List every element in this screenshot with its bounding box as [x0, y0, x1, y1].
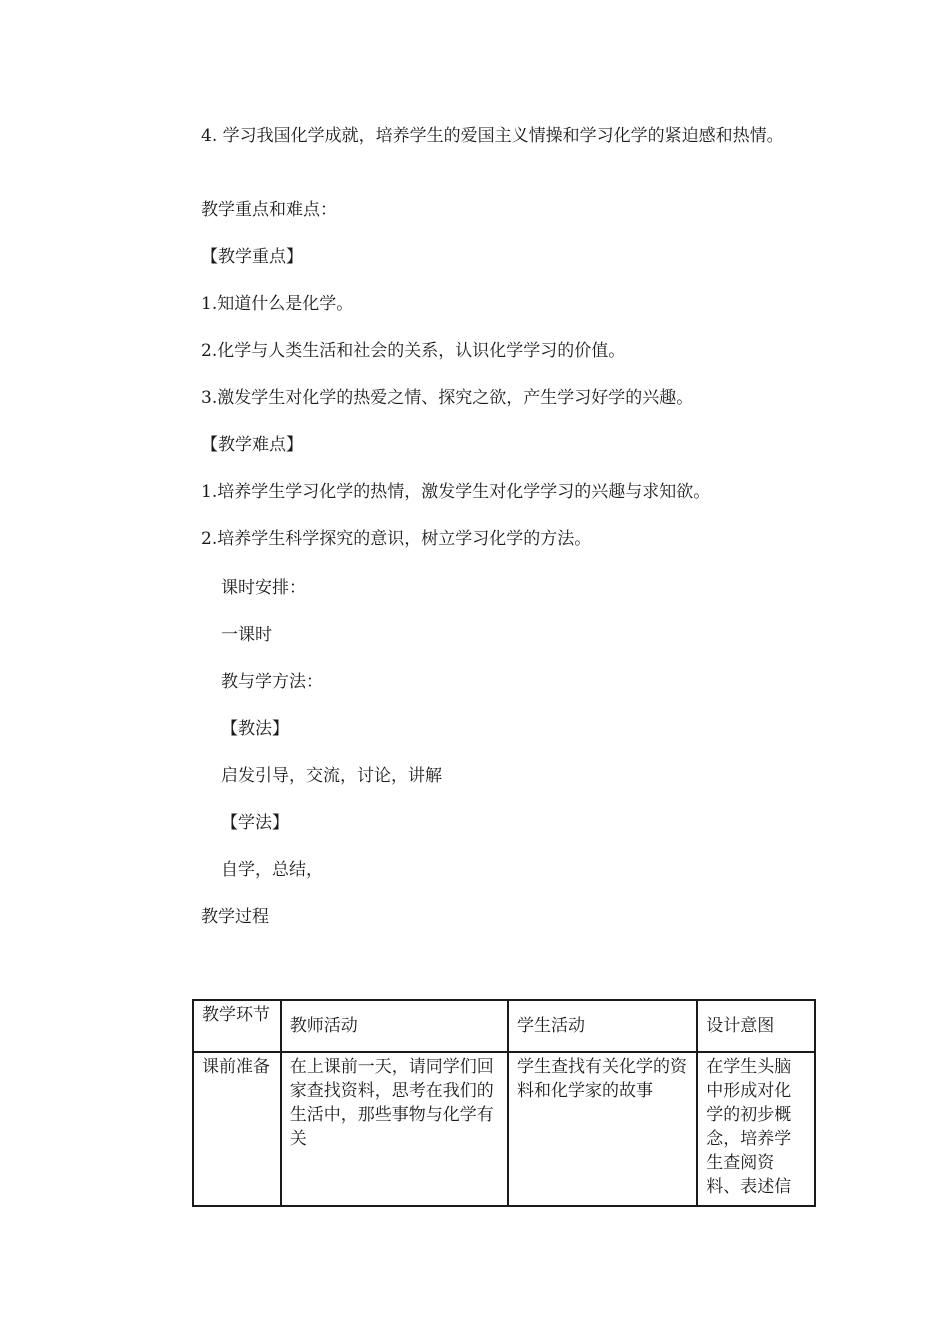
- cell-teacher-activity: 在上课前一天，请同学们回家查找资料，思考在我们的生活中，那些事物与化学有关: [281, 1052, 508, 1206]
- header-cell-intent: 设计意图: [697, 1000, 815, 1052]
- focus-item-3: 3.激发学生对化学的热爱之情、探究之欲，产生学习好学的兴趣。: [201, 388, 694, 408]
- difficulty-label: 【教学难点】: [201, 435, 303, 455]
- process-heading: 教学过程: [201, 907, 269, 927]
- focus-label: 【教学重点】: [201, 247, 303, 267]
- header-cell-teacher: 教师活动: [281, 1000, 508, 1052]
- cell-stage: 课前准备: [193, 1052, 281, 1206]
- focus-item-1: 1.知道什么是化学。: [201, 294, 354, 314]
- teach-method-label: 【教法】: [221, 719, 289, 739]
- table-row: [193, 1052, 815, 1206]
- teach-method-value: 启发引导，交流，讨论，讲解: [221, 766, 442, 786]
- cell-design-intent: 在学生头脑中形成对化学的初步概念，培养学生查阅资料、表述信: [697, 1052, 815, 1206]
- objective-item-4: 4. 学习我国化学成就，培养学生的爱国主义情操和学习化学的紧迫感和热情。: [201, 126, 784, 146]
- header-cell-stage: 教学环节: [193, 1000, 281, 1052]
- teaching-process-table: [192, 999, 816, 1207]
- difficulty-item-1: 1.培养学生学习化学的热情，激发学生对化学学习的兴趣与求知欲。: [201, 482, 711, 502]
- difficulty-item-2: 2.培养学生科学探究的意识，树立学习化学的方法。: [201, 529, 592, 549]
- cell-student-activity: 学生查找有关化学的资料和化学家的故事: [508, 1052, 697, 1206]
- header-cell-student: 学生活动: [508, 1000, 697, 1052]
- methods-label: 教与学方法：: [221, 672, 323, 692]
- schedule-label: 课时安排：: [221, 578, 306, 598]
- table-header-row: [193, 1000, 815, 1052]
- focus-difficulty-heading: 教学重点和难点：: [201, 200, 337, 220]
- learn-method-value: 自学，总结，: [221, 860, 323, 880]
- schedule-value: 一课时: [221, 625, 272, 645]
- focus-item-2: 2.化学与人类生活和社会的关系，认识化学学习的价值。: [201, 341, 626, 361]
- learn-method-label: 【学法】: [221, 813, 289, 833]
